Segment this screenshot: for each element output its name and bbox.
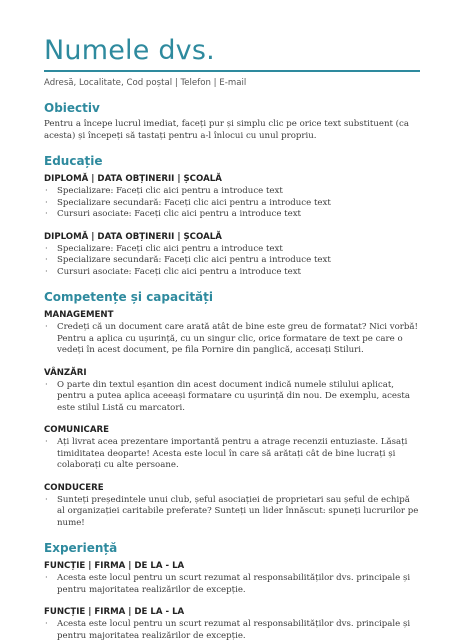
education-entry-list — [44, 244, 420, 279]
skill-group-list — [44, 380, 420, 415]
title-divider — [44, 70, 420, 72]
education-item[interactable]: · Specializare: Faceți clic aici pentru a introduce text — [44, 244, 420, 256]
skill-group-heading[interactable]: COMUNICARE — [44, 425, 109, 435]
objective-heading: Obiectiv — [44, 101, 100, 115]
education-item[interactable]: · Cursuri asociate: Faceți clic aici pentru a introduce text — [44, 267, 420, 279]
objective-text[interactable]: Pentru a începe lucrul imediat, faceți pur și simplu clic pe orice text substituent (ca acesta) și începeți să tastați pentru a-l înlocui cu unul propriu. — [44, 119, 409, 141]
contact-line[interactable]: Adresă, Localitate, Cod poștal | Telefon | E-mail — [44, 78, 247, 88]
education-item[interactable]: · Cursuri asociate: Faceți clic aici pentru a introduce text — [44, 209, 420, 221]
skill-group-heading[interactable]: MANAGEMENT — [44, 310, 114, 320]
resume-name[interactable]: Numele dvs. — [44, 35, 215, 66]
education-heading: Educație — [44, 154, 103, 168]
skill-group-list — [44, 495, 420, 530]
skill-group-list — [44, 437, 420, 472]
skill-text[interactable]: · Sunteți președintele unui club, șeful asociației de proprietari sau șeful de echipă al organizației caritabile preferate? Sunteți un lider înnăscut: spuneți lucrurilor pe nume! — [44, 495, 420, 530]
experience-heading: Experiență — [44, 541, 118, 555]
education-item[interactable]: · Specializare: Faceți clic aici pentru a introduce text — [44, 186, 420, 198]
experience-entry-heading[interactable]: FUNCȚIE | FIRMA | DE LA - LA — [44, 561, 185, 571]
experience-entry-list — [44, 573, 420, 596]
skill-group-list — [44, 322, 420, 357]
education-entry-heading[interactable]: DIPLOMĂ | DATA OBȚINERII | ȘCOALĂ — [44, 231, 222, 242]
education-entry-heading[interactable]: DIPLOMĂ | DATA OBȚINERII | ȘCOALĂ — [44, 174, 222, 184]
skill-text[interactable]: · Credeți că un document care arată atât de bine este greu de formatat? Nici vorbă! Pentru a aplica cu ușurință, cu un singur clic, orice formatare de text pe care o vedeți în acest document, pe fila Pornire din panglică, accesați Stiluri. — [44, 322, 420, 357]
experience-text[interactable]: · Acesta este locul pentru un scurt rezumat al responsabilităților dvs. principale și pentru majoritatea realizărilor de excepție. — [44, 573, 420, 596]
skill-text[interactable]: · O parte din textul eșantion din acest document indică numele stilului aplicat, pentru a putea aplica aceeași formatare cu ușurință din nou. De exemplu, acesta este stilul Listă cu marcatori. — [44, 380, 420, 415]
skill-group-heading[interactable]: VÂNZĂRI — [44, 367, 87, 378]
experience-entry-list — [44, 619, 420, 642]
skill-text[interactable]: · Ați livrat acea prezentare importantă pentru a atrage recenzii entuziaste. Lăsați timiditatea deoparte! Acesta este locul în care să arătați cât de bine lucrați și colaborați cu alte persoane. — [44, 437, 420, 472]
experience-text[interactable]: · Acesta este locul pentru un scurt rezumat al responsabilităților dvs. principale și pentru majoritatea realizărilor de excepție. — [44, 619, 420, 642]
education-entry-list — [44, 186, 420, 221]
experience-entry-heading[interactable]: FUNCȚIE | FIRMA | DE LA - LA — [44, 607, 185, 617]
skill-group-heading[interactable]: CONDUCERE — [44, 482, 104, 493]
education-item[interactable]: · Specializare secundară: Faceți clic aici pentru a introduce text — [44, 255, 420, 267]
skills-heading: Competențe și capacități — [44, 290, 213, 304]
education-item[interactable]: · Specializare secundară: Faceți clic aici pentru a introduce text — [44, 198, 420, 210]
